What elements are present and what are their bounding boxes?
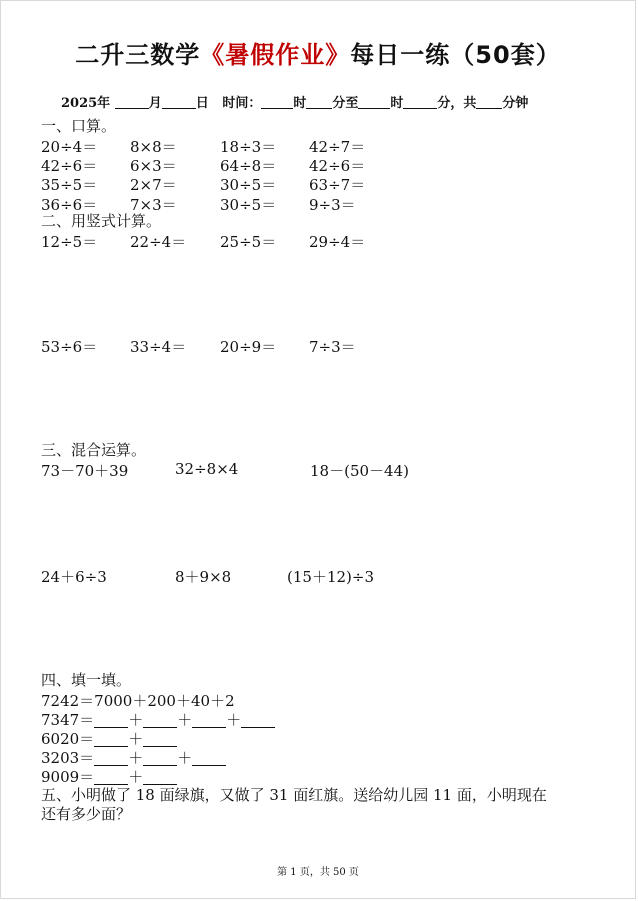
minutes-label: 分钟 (502, 96, 529, 111)
fill-lead: 6020＝ (41, 730, 95, 748)
vertical-calc-item: 7÷3＝ (309, 338, 356, 356)
section-2-heading: 二、用竖式计算。 (41, 212, 162, 230)
fill-example: 7242＝7000＋200＋40＋2 (41, 692, 235, 710)
oral-calc-item: 2×7＝ (130, 176, 177, 194)
oral-calc-item: 6×3＝ (130, 157, 177, 175)
hour-label-1: 时 (293, 96, 307, 111)
year-label: 2025年 (61, 96, 111, 111)
oral-calc-item: 63÷7＝ (309, 176, 366, 194)
answer-blank[interactable] (143, 770, 177, 785)
mixed-calc-item: (15＋12)÷3 (287, 568, 374, 586)
oral-calc-item: 42÷6＝ (41, 157, 98, 175)
month-label: 月 (148, 96, 162, 111)
oral-calc-item: 18÷3＝ (220, 138, 277, 156)
vertical-calc-item: 20÷9＝ (220, 338, 277, 356)
fill-lead: 9009＝ (41, 768, 95, 786)
fill-lead: 7347＝ (41, 711, 95, 729)
answer-blank[interactable] (94, 713, 128, 728)
vertical-calc-item: 33÷4＝ (130, 338, 187, 356)
time-label: 时间： (222, 96, 262, 111)
page-footer: 第 1 页，共 50 页 (277, 867, 359, 878)
minute-total-label: 分，共 (437, 96, 477, 111)
mixed-calc-item: 18－(50－44) (310, 462, 409, 480)
mixed-calc-item: 24＋6÷3 (41, 568, 107, 586)
oral-calc-item: 30÷5＝ (220, 196, 277, 214)
plus-sign: ＋ (177, 711, 193, 729)
fill-item (41, 766, 177, 787)
oral-calc-item: 9÷3＝ (309, 196, 356, 214)
vertical-calc-item: 53÷6＝ (41, 338, 98, 356)
start-hour-blank[interactable] (261, 96, 293, 109)
fill-lead: 3203＝ (41, 749, 95, 767)
section-4-heading: 四、填一填。 (41, 671, 132, 689)
section-1-heading: 一、口算。 (41, 117, 117, 135)
vertical-calc-item: 12÷5＝ (41, 233, 98, 251)
plus-sign: ＋ (128, 749, 144, 767)
vertical-calc-item: 29÷4＝ (309, 233, 366, 251)
oral-calc-item: 64÷8＝ (220, 157, 277, 175)
answer-blank[interactable] (143, 751, 177, 766)
section-5-line-1: 五、小明做了 18 面绿旗，又做了 31 面红旗。送给幼儿园 11 面，小明现在 (41, 786, 547, 804)
answer-blank[interactable] (143, 713, 177, 728)
mixed-calc-item: 32÷8×4 (175, 460, 239, 478)
day-label: 日 (195, 96, 209, 111)
plus-sign: ＋ (226, 711, 242, 729)
fill-item (41, 747, 226, 768)
oral-calc-item: 8×8＝ (130, 138, 177, 156)
answer-blank[interactable] (94, 751, 128, 766)
end-minute-blank[interactable] (403, 96, 437, 109)
plus-sign: ＋ (128, 711, 144, 729)
end-hour-blank[interactable] (358, 96, 390, 109)
section-3-heading: 三、混合运算。 (41, 441, 147, 459)
mixed-calc-item: 8＋9×8 (175, 568, 232, 586)
fill-item (41, 709, 275, 730)
date-time-line (61, 92, 528, 111)
answer-blank[interactable] (192, 713, 226, 728)
answer-blank[interactable] (143, 732, 177, 747)
month-blank[interactable] (115, 96, 149, 109)
vertical-calc-item: 22÷4＝ (130, 233, 187, 251)
start-minute-blank[interactable] (306, 96, 332, 109)
answer-blank[interactable] (241, 713, 275, 728)
title-highlight: 《暑假作业》 (200, 41, 351, 69)
title-prefix: 二升三数学 (75, 41, 201, 69)
day-blank[interactable] (162, 96, 196, 109)
oral-calc-item: 30÷5＝ (220, 176, 277, 194)
oral-calc-item: 20÷4＝ (41, 138, 98, 156)
oral-calc-item: 42÷6＝ (309, 157, 366, 175)
minute-to-label: 分至 (332, 96, 359, 111)
answer-blank[interactable] (94, 732, 128, 747)
mixed-calc-item: 73－70＋39 (41, 462, 129, 480)
total-minutes-blank[interactable] (476, 96, 502, 109)
fill-item (41, 728, 177, 749)
oral-calc-item: 42÷7＝ (309, 138, 366, 156)
oral-calc-item: 35÷5＝ (41, 176, 98, 194)
plus-sign: ＋ (128, 730, 144, 748)
plus-sign: ＋ (128, 768, 144, 786)
page-title (1, 35, 635, 70)
oral-calc-item: 7×3＝ (130, 196, 177, 214)
section-5-line-2: 还有多少面？ (41, 805, 132, 823)
answer-blank[interactable] (94, 770, 128, 785)
title-suffix: 每日一练（50套） (350, 41, 561, 69)
hour-label-2: 时 (390, 96, 404, 111)
plus-sign: ＋ (177, 749, 193, 767)
vertical-calc-item: 25÷5＝ (220, 233, 277, 251)
oral-calc-item: 36÷6＝ (41, 196, 98, 214)
answer-blank[interactable] (192, 751, 226, 766)
